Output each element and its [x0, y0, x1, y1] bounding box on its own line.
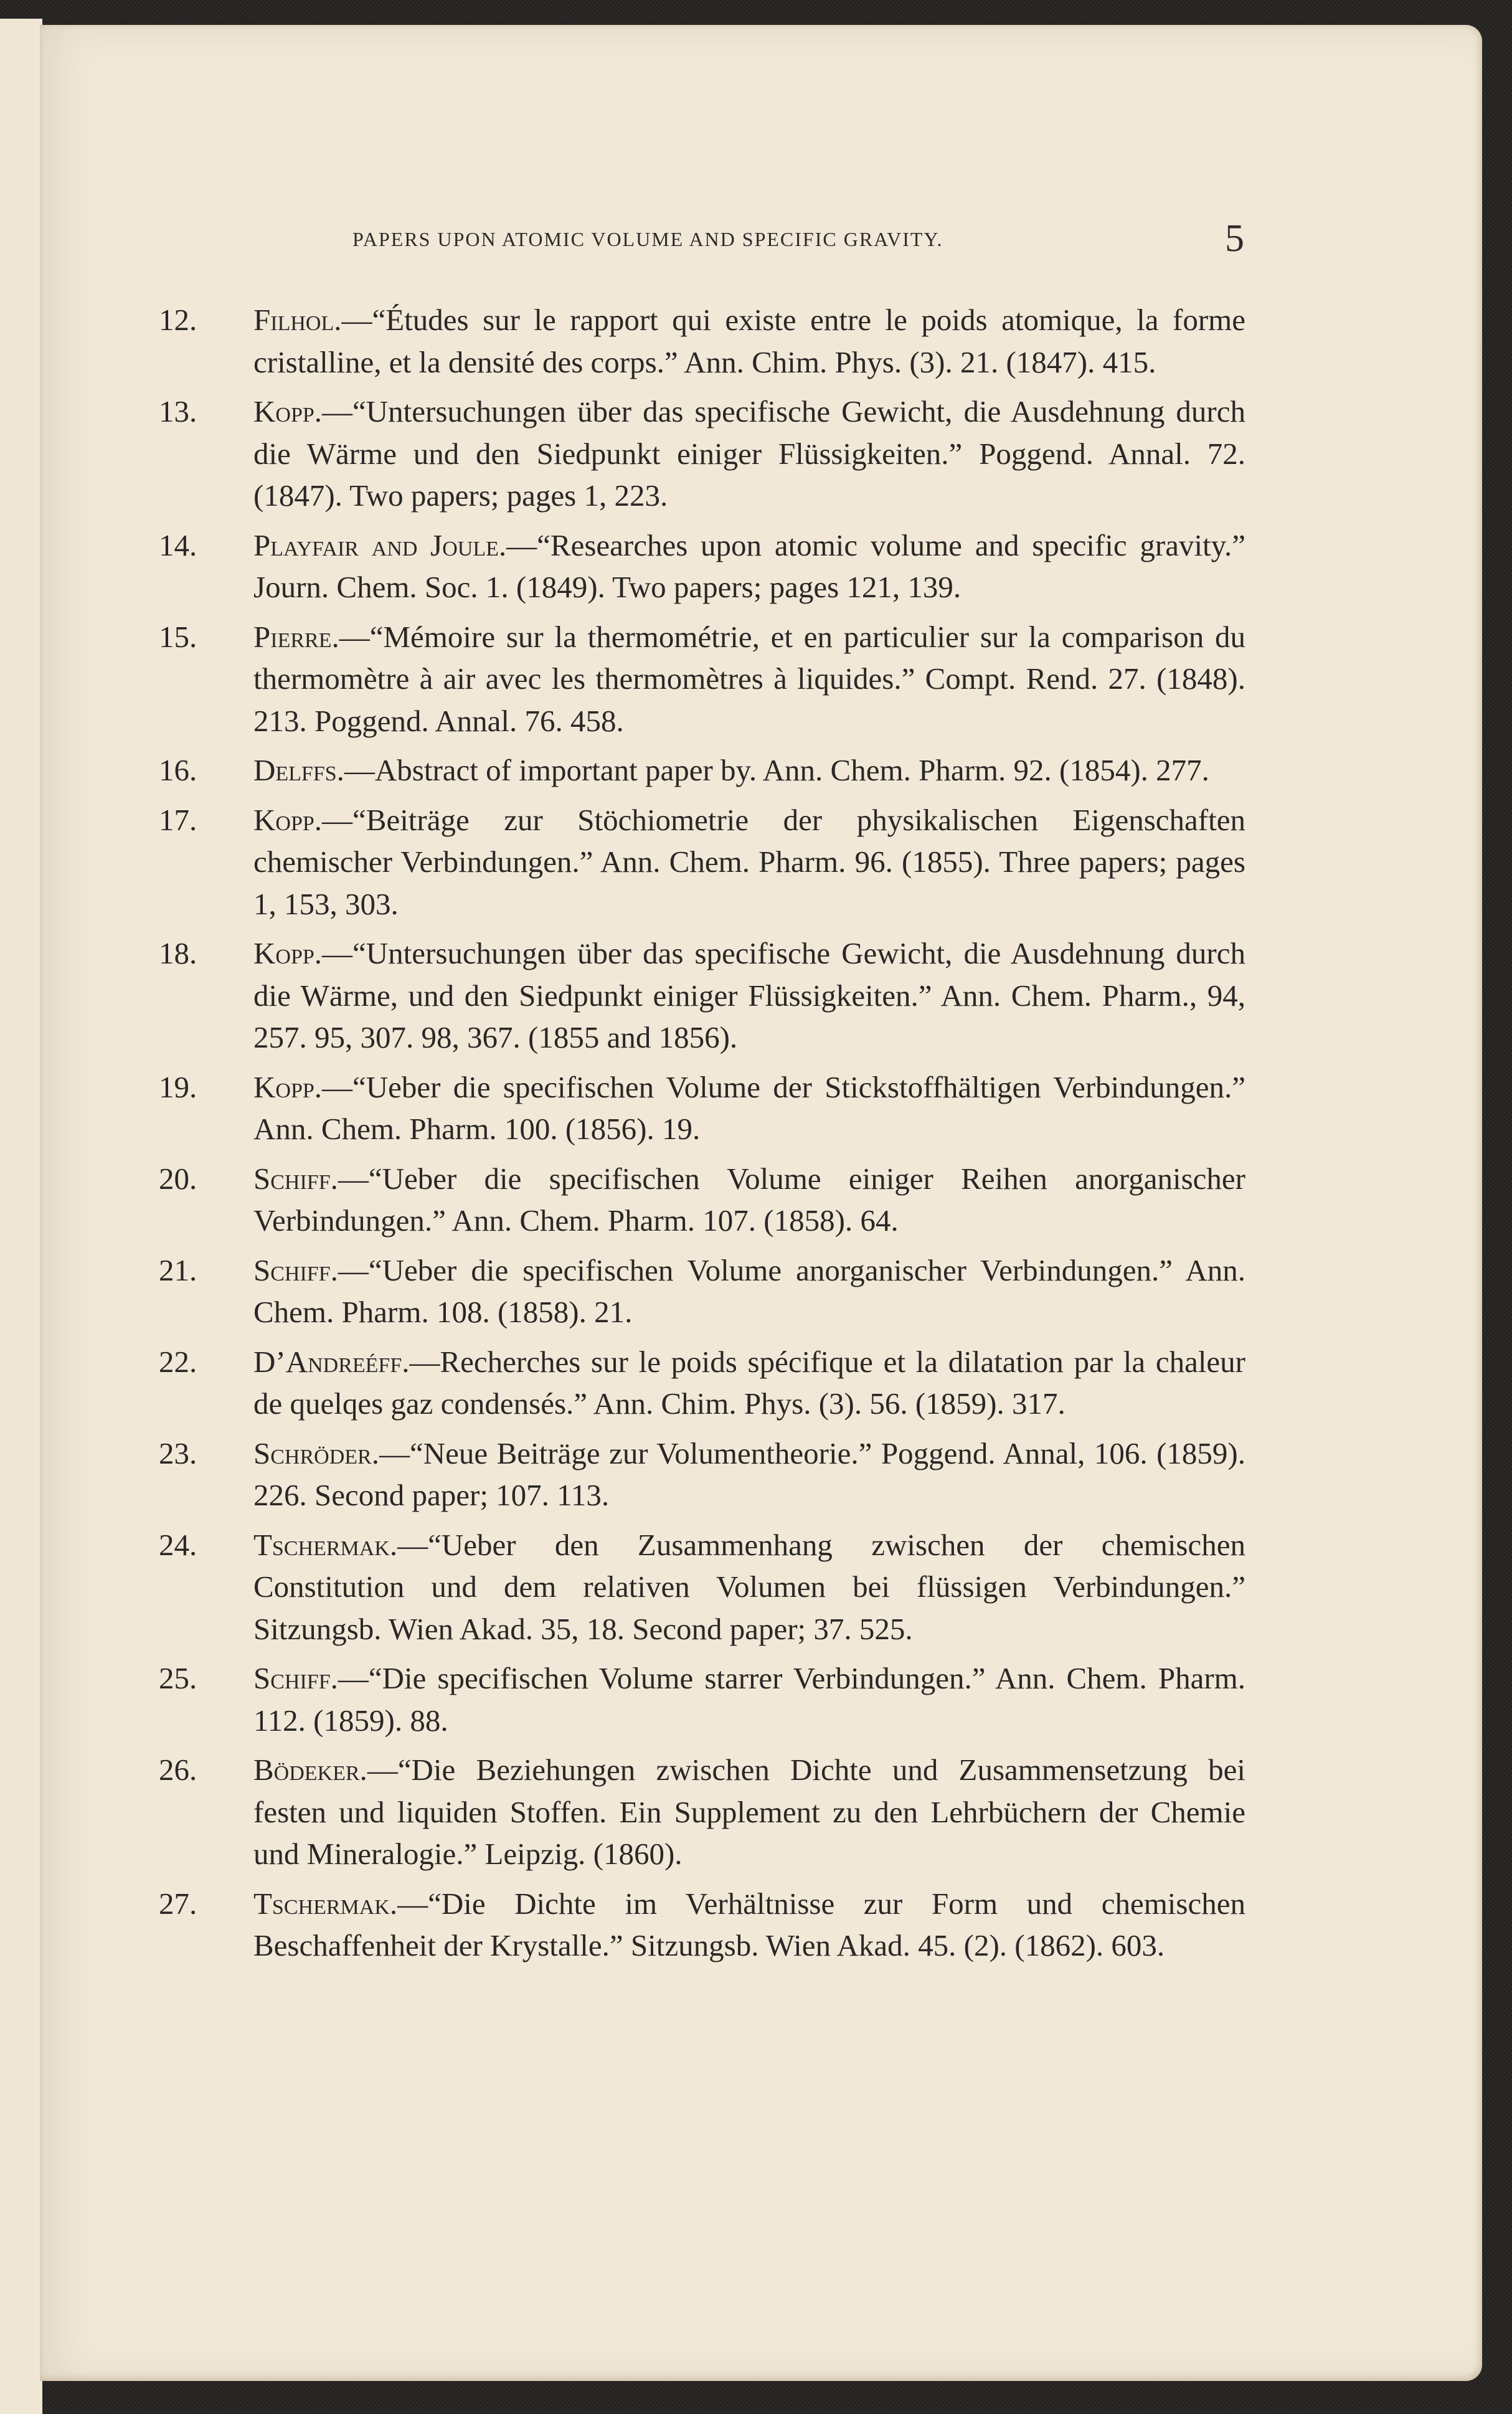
- reference-text: —“Die Beziehungen zwischen Dichte und Zusammensetzung bei festen und liquiden Stoffen. Ein Supplement zu den Lehrbüchern der Chemie und Mineralogie.” Leipzig. (1860).: [253, 1753, 1245, 1871]
- running-head: PAPERS UPON ATOMIC VOLUME AND SPECIFIC GRAVITY.: [352, 228, 943, 250]
- reference-entry: [159, 391, 1245, 517]
- reference-number: 21.: [159, 1252, 197, 1287]
- reference-author: Tschermak.: [253, 1886, 398, 1921]
- reference-text: —“Untersuchungen über das specifische Gewicht, die Ausdehnung durch die Wärme und den Siedpunkt einiger Flüssigkeiten.” Poggend. Annal. 72. (1847). Two papers; pages 1, 223.: [253, 394, 1245, 513]
- reference-number: 23.: [159, 1436, 197, 1470]
- reference-text: —“Mémoire sur la thermométrie, et en particulier sur la comparison du thermomètre à air avec les thermomètres à liquides.” Compt. Rend. 27. (1848). 213. Poggend. Annal. 76. 458.: [253, 619, 1245, 738]
- reference-text: —“Études sur le rapport qui existe entre le poids atomique, la forme cristalline, et la densité des corps.” Ann. Chim. Phys. (3). 21. (1847). 415.: [253, 303, 1245, 379]
- reference-author: Schiff.: [253, 1661, 338, 1695]
- reference-entry: [159, 1524, 1245, 1650]
- reference-number: 27.: [159, 1886, 197, 1921]
- reference-number: 22.: [159, 1344, 197, 1379]
- reference-entry: [159, 1249, 1245, 1333]
- reference-author: Schiff.: [253, 1161, 338, 1196]
- reference-number: 12.: [159, 303, 197, 337]
- reference-text: —Abstract of important paper by. Ann. Chem. Pharm. 92. (1854). 277.: [344, 753, 1209, 787]
- reference-number: 20.: [159, 1161, 197, 1196]
- reference-author: Filhol.: [253, 303, 342, 337]
- reference-entry: [159, 1432, 1245, 1517]
- reference-number: 19.: [159, 1069, 197, 1104]
- reference-entry: [159, 299, 1245, 383]
- reference-author: Schröder.: [253, 1436, 379, 1470]
- reference-entry: [159, 1883, 1245, 1967]
- reference-text: —Recherches sur le poids spécifique et la dilatation par la chaleur de quelqes gaz condensés.” Ann. Chim. Phys. (3). 56. (1859). 317.: [253, 1344, 1245, 1421]
- reference-text: —“Ueber die specifischen Volume anorganischer Verbindungen.” Ann. Chem. Pharm. 108. (1858). 21.: [253, 1252, 1245, 1329]
- reference-author: Bödeker.: [253, 1753, 367, 1787]
- reference-number: 26.: [159, 1753, 197, 1787]
- reference-list: [159, 299, 1245, 1974]
- reference-text: —“Die Dichte im Verhältnisse zur Form und chemischen Beschaffenheit der Krystalle.” Sitzungsb. Wien Akad. 45. (2). (1862). 603.: [253, 1886, 1245, 1962]
- reference-author: Schiff.: [253, 1252, 338, 1287]
- reference-number: 14.: [159, 528, 197, 562]
- reference-author: Playfair and Joule.: [253, 528, 507, 562]
- reference-entry: [159, 616, 1245, 742]
- reference-text: —“Ueber die specifischen Volume der Stickstoffhältigen Verbindungen.” Ann. Chem. Pharm. 100. (1856). 19.: [253, 1069, 1245, 1146]
- reference-text: —“Researches upon atomic volume and specific gravity.” Journ. Chem. Soc. 1. (1849). Two papers; pages 121, 139.: [253, 528, 1245, 604]
- reference-author: Kopp.: [253, 394, 323, 428]
- reference-text: —“Ueber den Zusammenhang zwischen der chemischen Constitution und dem relativen Volumen bei flüssigen Verbindungen.” Sitzungsb. Wien Akad. 35, 18. Second paper; 37. 525.: [253, 1527, 1245, 1646]
- reference-author: Kopp.: [253, 936, 323, 970]
- reference-author: Tschermak.: [253, 1527, 398, 1562]
- reference-author: Kopp.: [253, 1069, 323, 1104]
- reference-number: 17.: [159, 802, 197, 837]
- reference-author: Pierre.: [253, 619, 339, 654]
- reference-entry: [159, 749, 1245, 792]
- reference-author: Delffs.: [253, 753, 344, 787]
- reference-text: —“Neue Beiträge zur Volumentheorie.” Poggend. Annal, 106. (1859). 226. Second paper; 107. 113.: [253, 1436, 1245, 1512]
- reference-text: —“Die specifischen Volume starrer Verbindungen.” Ann. Chem. Pharm. 112. (1859). 88.: [253, 1661, 1245, 1738]
- reference-number: 15.: [159, 619, 197, 654]
- reference-entry: [159, 524, 1245, 608]
- previous-page-edge: [0, 19, 42, 2414]
- page-number: 5: [1225, 217, 1244, 260]
- reference-entry: [159, 1066, 1245, 1150]
- reference-entry: [159, 1341, 1245, 1425]
- reference-number: 16.: [159, 753, 197, 787]
- reference-entry: [159, 799, 1245, 925]
- reference-entry: [159, 1158, 1245, 1242]
- reference-text: —“Ueber die specifischen Volume einiger Reihen anorganischer Verbindungen.” Ann. Chem. Pharm. 107. (1858). 64.: [253, 1161, 1245, 1238]
- reference-entry: [159, 932, 1245, 1059]
- reference-number: 13.: [159, 394, 197, 428]
- reference-entry: [159, 1749, 1245, 1875]
- reference-author: D’Andreéff.: [253, 1344, 410, 1379]
- reference-entry: [159, 1657, 1245, 1741]
- reference-text: —“Untersuchungen über das specifische Gewicht, die Ausdehnung durch die Wärme, und den Siedpunkt einiger Flüssigkeiten.” Ann. Chem. Pharm., 94, 257. 95, 307. 98, 367. (1855 and 1856).: [253, 936, 1245, 1054]
- reference-number: 18.: [159, 936, 197, 970]
- reference-number: 24.: [159, 1527, 197, 1562]
- reference-number: 25.: [159, 1661, 197, 1695]
- reference-text: —“Beiträge zur Stöchiometrie der physikalischen Eigenschaften chemischer Verbindungen.” Ann. Chem. Pharm. 96. (1855). Three papers; pages 1, 153, 303.: [253, 802, 1245, 921]
- reference-author: Kopp.: [253, 802, 323, 837]
